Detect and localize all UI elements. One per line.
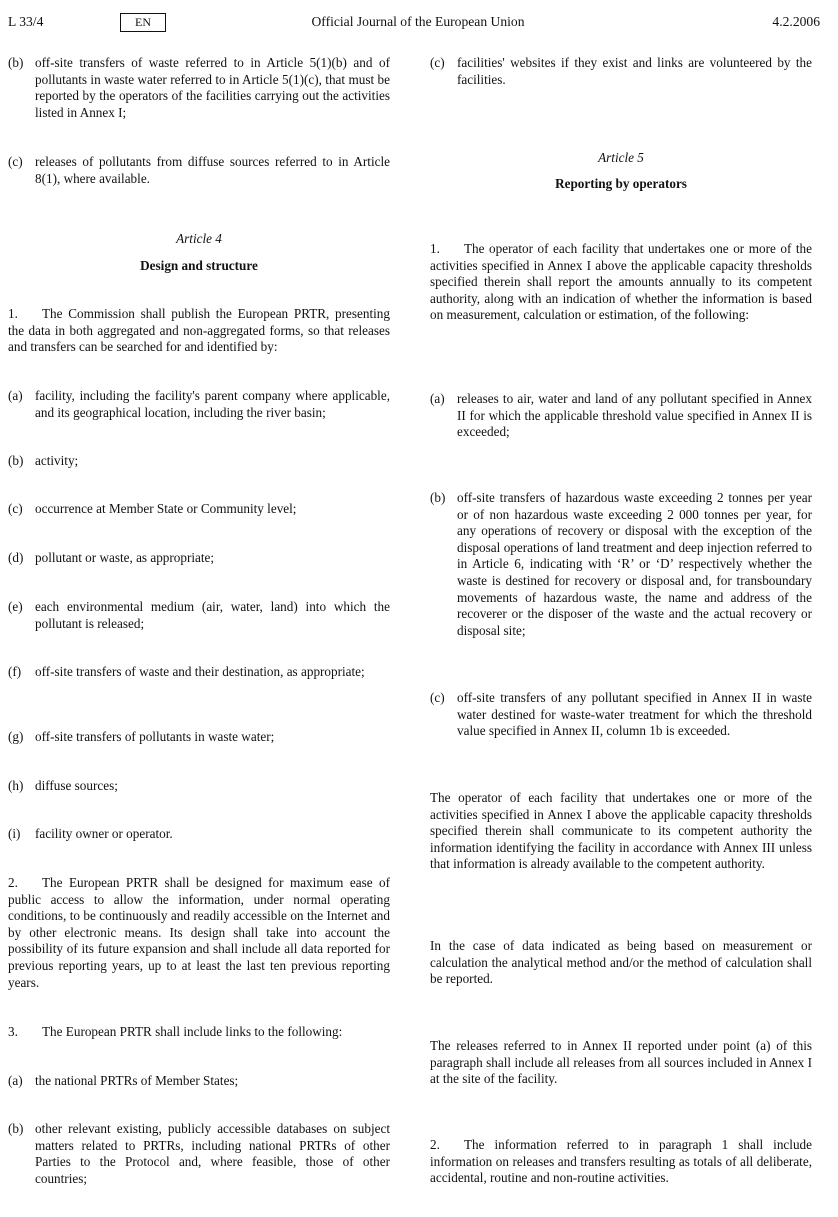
list-item: (c) off-site transfers of any pollutant specified in Annex II in waste water destined for waste-water treatment for which the threshold value specified in Annex II, column 1b is exceeded. xyxy=(430,690,812,739)
article-5-title: Article 5 xyxy=(598,150,644,165)
list-item: (b) activity; xyxy=(8,453,79,468)
paragraph-1: 1. The Commission shall publish the European PRTR, presenting the data in both aggregated and non-aggregated forms, so that releases and transfers can be searched for and identified by: xyxy=(8,306,390,355)
list-item: (c) occurrence at Member State or Community level; xyxy=(8,501,297,516)
publication-date: 4.2.2006 xyxy=(772,14,820,29)
article-5-heading: Reporting by operators xyxy=(555,176,687,191)
article-4-title: Article 4 xyxy=(176,231,222,246)
list-item: (f) off-site transfers of waste and their destination, as appropriate; xyxy=(8,664,365,679)
paragraph: The operator of each facility that undertakes one or more of the activities specified in Annex I above the applicable capacity thresholds specified therein shall communicate to its competent authority the information identifying the facility in accordance with Annex III unless that information is already available to the competent authority. xyxy=(430,790,812,872)
list-item: (a) the national PRTRs of Member States; xyxy=(8,1073,239,1088)
paragraph-2: 2. The European PRTR shall be designed for maximum ease of public access to allow the information, under normal operating conditions, to be continuously and readily accessible on the Internet and by other electronic means. Its design shall take into account the possibility of its future expansion and shall include all data reported for previous reporting years, up to at least the last ten previous reporting years. xyxy=(8,875,390,990)
paragraph-3: 3. The European PRTR shall include links to the following: xyxy=(8,1024,343,1039)
list-item: (c) facilities' websites if they exist and links are volunteered by the facilities. xyxy=(430,55,812,87)
list-item: (i) facility owner or operator. xyxy=(8,826,173,841)
list-item: (c) releases of pollutants from diffuse sources referred to in Article 8(1), where available. xyxy=(8,154,390,186)
list-item: (b) other relevant existing, publicly accessible databases on subject matters related to PRTRs, including national PRTRs of other Parties to the Protocol and, where feasible, those of other countries; xyxy=(8,1121,390,1186)
list-item: (g) off-site transfers of pollutants in waste water; xyxy=(8,729,275,744)
page-reference: L 33/4 xyxy=(8,14,44,29)
list-item: (b) off-site transfers of waste referred to in Article 5(1)(b) and of pollutants in waste water referred to in Article 5(1)(c), that must be reported by the operators of the facilities carrying out the activities listed in Annex I; xyxy=(8,55,390,120)
journal-title: Official Journal of the European Union xyxy=(311,14,525,29)
list-item: (d) pollutant or waste, as appropriate; xyxy=(8,550,215,565)
paragraph-2: 2. The information referred to in paragraph 1 shall include information on releases and transfers resulting as totals of all deliberate, accidental, routine and non-routine activities. xyxy=(430,1137,812,1186)
paragraph-1: 1. The operator of each facility that undertakes one or more of the activities specified in Annex I above the applicable capacity thresholds specified therein shall report the amounts annually to its competent authority, along with an indication of whether the information is based on measurement, calculation or estimation, of the following: xyxy=(430,241,812,323)
article-4-heading: Design and structure xyxy=(140,258,258,273)
list-item: (e) each environmental medium (air, water, land) into which the pollutant is released; xyxy=(8,599,390,631)
list-item: (a) facility, including the facility's parent company where applicable, and its geographical location, including the river basin; xyxy=(8,388,390,420)
paragraph: The releases referred to in Annex II reported under point (a) of this paragraph shall include all releases from all sources included in Annex I at the site of the facility. xyxy=(430,1038,812,1087)
list-item: (b) off-site transfers of hazardous waste exceeding 2 tonnes per year or of non hazardous waste exceeding 2 000 tonnes per year, for any operations of recovery or disposal with the exception of the disposal operations of land treatment and deep injection referred to in Article 6, indicating with ‘R’ or ‘D’ respectively whether the waste is destined for recovery or disposal and, for transboundary movements of hazardous waste, the name and address of the recoverer or the disposer of the waste and the actual recovery or disposal site; xyxy=(430,490,812,638)
list-item: (h) diffuse sources; xyxy=(8,778,118,793)
list-item: (a) releases to air, water and land of any pollutant specified in Annex II for which the applicable threshold value specified in Annex II is exceeded; xyxy=(430,391,812,440)
paragraph: In the case of data indicated as being based on measurement or calculation the analytical method and/or the method of calculation shall be reported. xyxy=(430,938,812,987)
page-header xyxy=(8,14,820,34)
language-badge: EN xyxy=(120,13,166,32)
